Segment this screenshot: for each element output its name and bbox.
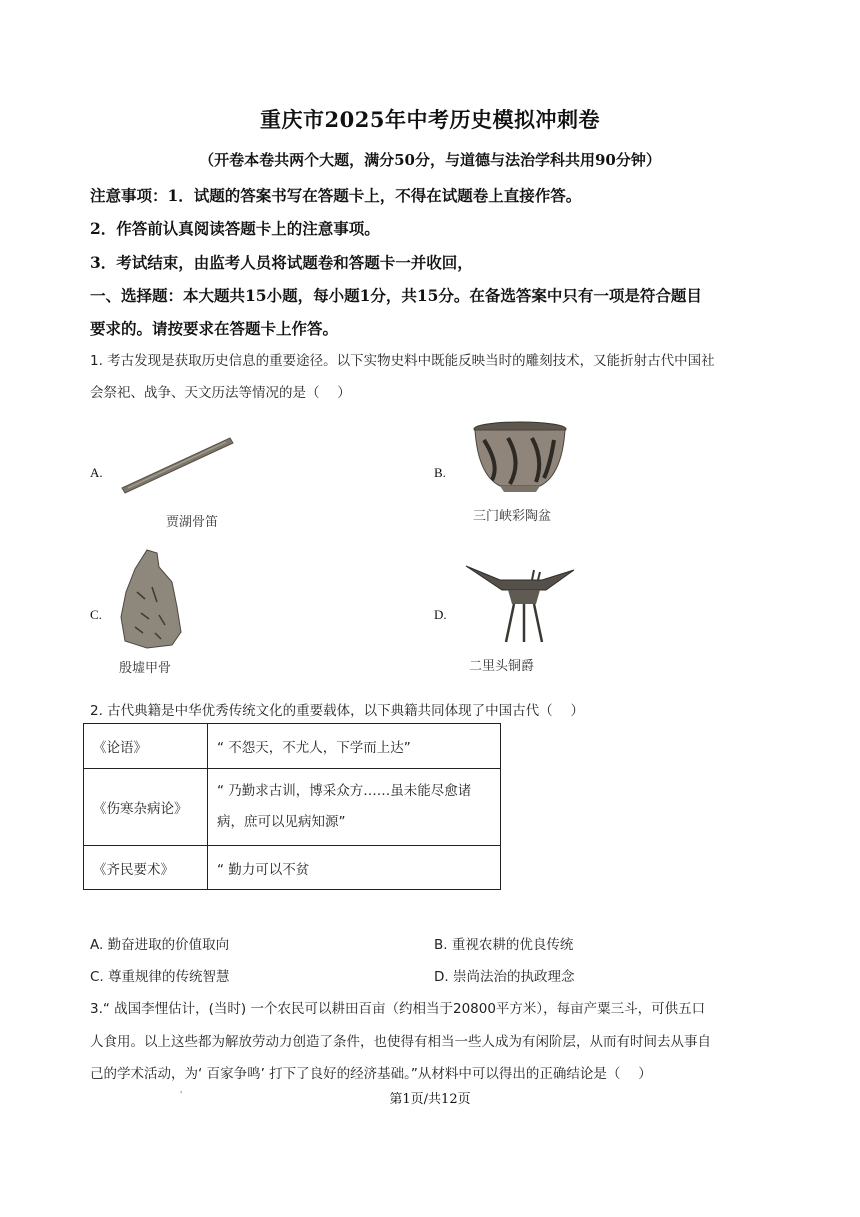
page-number: 第1页/共12页 [389, 1092, 471, 1107]
q1-option-a-letter: A. [90, 465, 103, 480]
q1-option-b-letter: B. [434, 465, 446, 480]
q2-option-b: B. 重视农耕的优良传统 [434, 937, 574, 953]
page-subtitle: （开卷本卷共两个大题，满分50分，与道德与法治学科共用90分钟） [199, 151, 661, 169]
q1-option-a-caption: 贾湖骨笛 [166, 515, 219, 530]
notice-line-2: 2．作答前认真阅读答题卡上的注意事项。 [90, 219, 380, 238]
table-row [84, 846, 501, 890]
oracle-bone-image [117, 547, 187, 656]
bone-flute-image [118, 428, 238, 502]
q3-stem-line-3: 己的学术活动，为‘ 百家争鸣’ 打下了良好的经济基础。”从材料中可以得出的正确结论是（ ） [90, 1066, 652, 1082]
table-cell-book: 《论语》 [84, 724, 208, 769]
page-title: 重庆市2025年中考历史模拟冲刺卷 [260, 107, 600, 132]
q1-stem-line-1: 1. 考古发现是获取历史信息的重要途径。以下实物史料中既能反映当时的雕刻技术，又能折射古代中国社 [90, 353, 715, 369]
q3-stem-line-1: 3.“ 战国李悝估计，(当时) 一个农民可以耕田百亩（约相当于20800平方米），每亩产粟三斗，可供五口 [90, 1001, 706, 1017]
q2-option-a: A. 勤奋进取的价值取向 [90, 937, 230, 953]
q2-stem: 2. 古代典籍是中华优秀传统文化的重要载体，以下典籍共同体现了中国古代（ ） [90, 703, 584, 719]
table-cell-quote [208, 769, 501, 846]
q1-option-d-caption: 二里头铜爵 [469, 659, 535, 674]
table-row [84, 724, 501, 769]
q1-option-c-caption: 殷墟甲骨 [119, 661, 172, 676]
q1-option-b-caption: 三门峡彩陶盆 [473, 509, 552, 524]
stray-mark: ' [180, 1090, 183, 1099]
quote-text: “ 勤力可以不贫 [217, 861, 310, 878]
q2-source-table [83, 723, 501, 890]
notice-line-3: 3．考试结束，由监考人员将试题卷和答题卡一并收回， [90, 253, 473, 272]
table-cell-quote [208, 724, 501, 769]
section-heading-line-1: 一、选择题：本大题共15小题，每小题1分，共15分。在备选答案中只有一项是符合题目 [90, 286, 702, 305]
table-cell-quote [208, 846, 501, 890]
q1-option-c-letter: C. [90, 607, 102, 622]
q1-option-d-letter: D. [434, 607, 447, 622]
painted-pottery-basin-image [470, 420, 570, 504]
quote-text-line-1: “ 乃勤求古训，博采众方……虽未能尽愈诸 [217, 783, 472, 799]
bronze-jue-image [462, 560, 582, 649]
q2-option-c: C. 尊重规律的传统智慧 [90, 969, 230, 985]
table-cell-book: 《齐民要术》 [84, 846, 208, 890]
q2-option-d: D. 崇尚法治的执政理念 [434, 969, 575, 985]
section-heading-line-2: 要求的。请按要求在答题卡上作答。 [90, 319, 339, 338]
q1-stem-line-2: 会祭祀、战争、天文历法等情况的是（ ） [90, 385, 351, 401]
notice-line-1: 注意事项：1．试题的答案书写在答题卡上，不得在试题卷上直接作答。 [90, 186, 582, 205]
table-row [84, 769, 501, 846]
q3-stem-line-2: 人食用。以上这些都为解放劳动力创造了条件，也使得有相当一些人成为有闲阶层，从而有时间去从事自 [90, 1034, 711, 1050]
table-cell-book: 《伤寒杂病论》 [84, 769, 208, 846]
quote-text: “ 不怨天，不尤人，下学而上达” [217, 740, 411, 756]
quote-text-line-2: 病，庶可以见病知源” [217, 814, 346, 830]
